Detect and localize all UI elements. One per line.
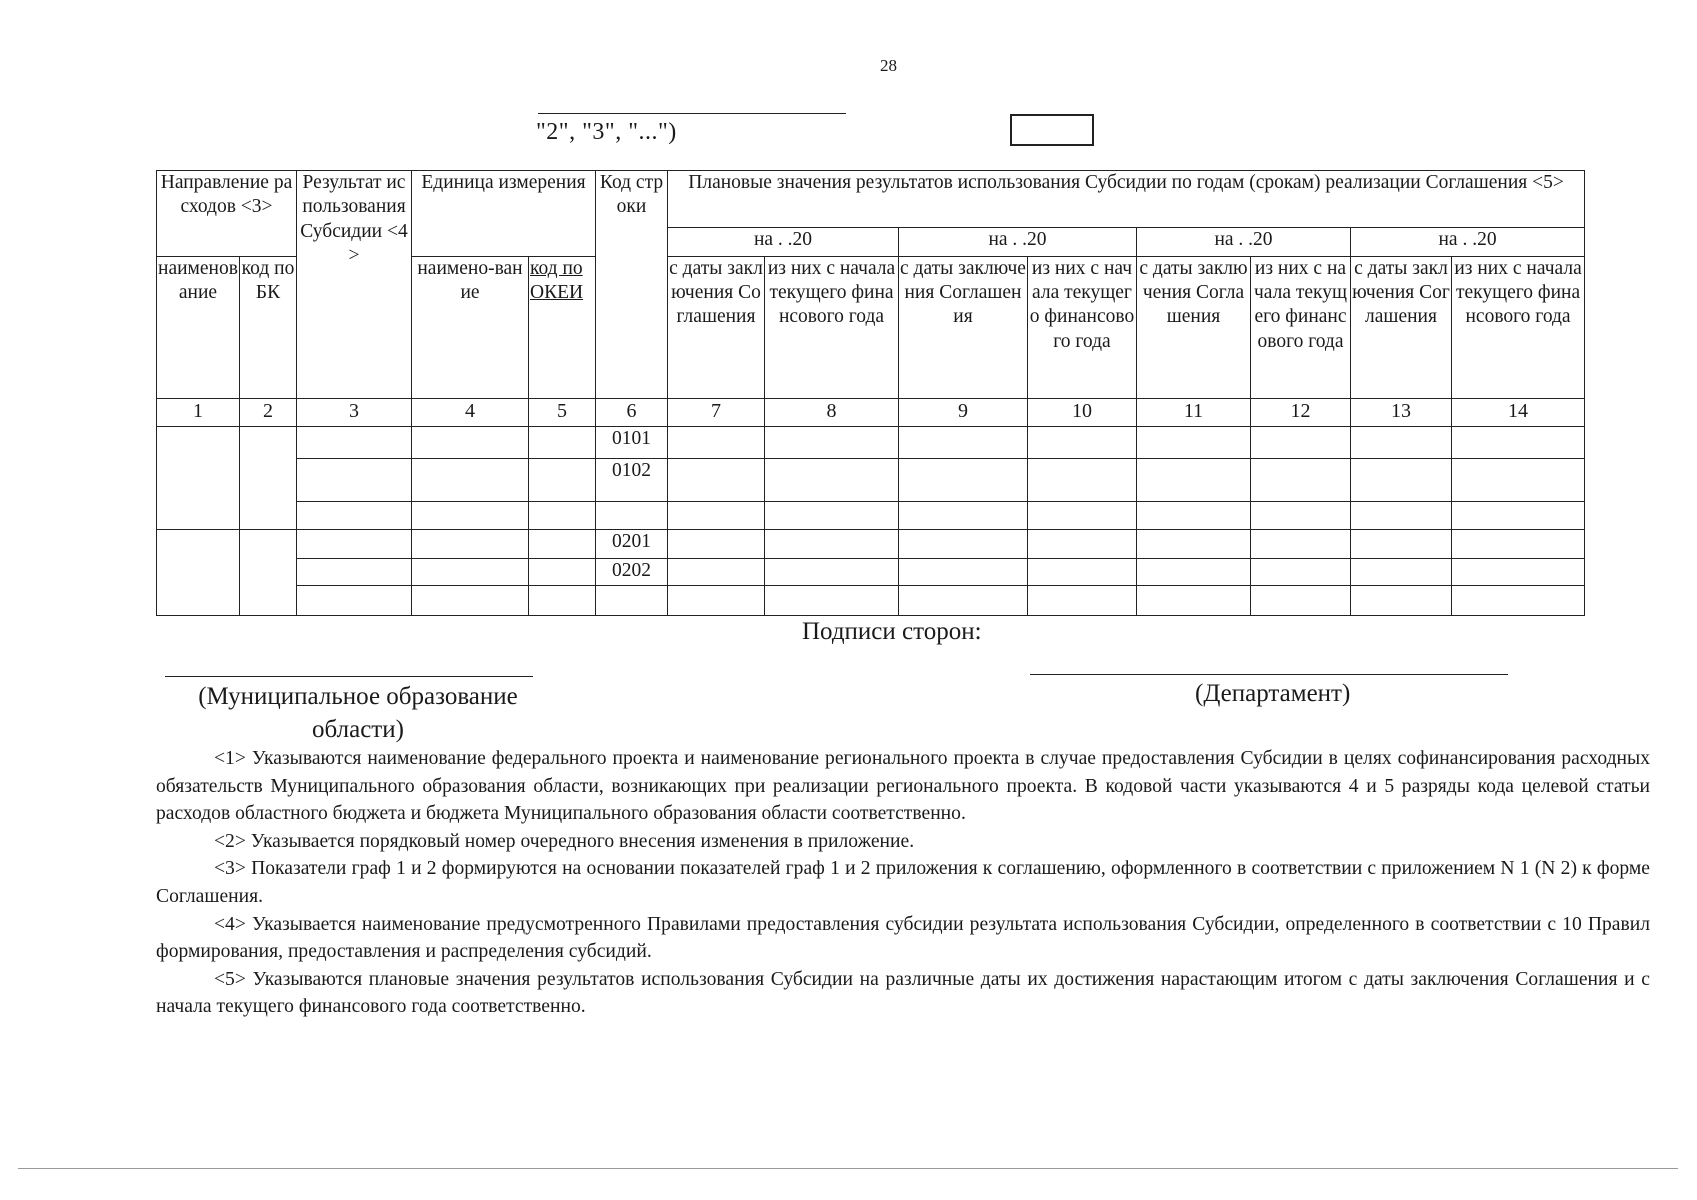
col-number: 8	[765, 398, 899, 427]
cell-empty	[529, 427, 596, 459]
table-row	[157, 558, 1585, 586]
table-row	[157, 501, 1585, 530]
header-unit: Единица измерения	[412, 171, 596, 257]
header-underline	[538, 113, 846, 114]
cell-empty	[297, 427, 412, 459]
col-number: 1	[157, 398, 240, 427]
cell-empty	[240, 427, 297, 530]
footnotes	[156, 745, 1650, 1021]
sub-from-agreement-1: с даты заключения Соглашения	[668, 256, 765, 398]
col-number: 13	[1351, 398, 1452, 427]
col-number: 6	[596, 398, 668, 427]
header-empty-box	[1010, 114, 1094, 146]
header-direction: Направление расходов <3>	[157, 171, 297, 257]
col-number: 2	[240, 398, 297, 427]
sub-from-year-4: из них с начала текущего финансового года	[1452, 256, 1585, 398]
signature-municipality: (Муниципальное образование области)	[198, 683, 518, 743]
table-row	[157, 458, 1585, 501]
header-result: Результат использования Субсидии <4>	[297, 171, 412, 399]
col-number: 9	[899, 398, 1028, 427]
sub-from-year-3: из них с начала текущего финансового года	[1251, 256, 1351, 398]
row-code	[596, 586, 668, 616]
row-code: 0101	[596, 427, 668, 459]
plan-values-table	[156, 170, 1585, 616]
signature-line-right	[1030, 674, 1508, 675]
signature-department: (Департамент)	[1195, 680, 1351, 707]
period-3: на . .20	[1137, 228, 1351, 257]
sub-from-year-1: из них с начала текущего финансового года	[765, 256, 899, 398]
footnote: <5> Указываются плановые значения результатов использования Субсидии на различные даты их достижения нарастающим итогом с даты заключения Соглашения и с начала текущего финансового года соответственно.	[156, 968, 1650, 1018]
footnote: <3> Показатели граф 1 и 2 формируются на основании показателей граф 1 и 2 приложения к соглашению, оформленного в соответствии с приложением N 1 (N 2) к форме Соглашения.	[156, 858, 1650, 907]
row-code	[596, 501, 668, 530]
cell-empty	[412, 427, 529, 459]
col-number: 3	[297, 398, 412, 427]
sub-from-agreement-2: с даты заключения Соглашения	[899, 256, 1028, 398]
signature-line-left	[165, 676, 533, 677]
col-number: 7	[668, 398, 765, 427]
sub-code-bk: код по БК	[240, 256, 297, 398]
col-number: 10	[1028, 398, 1137, 427]
row-code: 0201	[596, 530, 668, 559]
col-number: 4	[412, 398, 529, 427]
sub-from-agreement-3: с даты заключения Соглашения	[1137, 256, 1251, 398]
row-code: 0202	[596, 558, 668, 586]
sub-from-agreement-4: с даты заключения Соглашения	[1351, 256, 1452, 398]
sub-from-year-2: из них с начала текущего финансового года	[1028, 256, 1137, 398]
sub-name: наименование	[157, 256, 240, 398]
sub-okei: код по ОКЕИ	[529, 256, 596, 398]
header-line-code: Код строки	[596, 171, 668, 399]
page-number: 28	[880, 56, 897, 75]
period-2: на . .20	[899, 228, 1137, 257]
footnote: <2> Указывается порядковый номер очередного внесения изменения в приложение.	[214, 830, 915, 852]
col-number: 11	[1137, 398, 1251, 427]
row-code: 0102	[596, 458, 668, 501]
table-row	[157, 427, 1585, 459]
cell-empty	[157, 427, 240, 530]
page-bottom-rule	[18, 1168, 1678, 1169]
header-plan-values: Плановые значения результатов использования Субсидии по годам (срокам) реализации Соглашения <5>	[668, 171, 1585, 228]
col-number: 12	[1251, 398, 1351, 427]
footnote: <4> Указывается наименование предусмотренного Правилами предоставления субсидии результата использования Субсидии, определенного в соответствии с 10 Правил формирования, предоставления и распределения субсидий.	[156, 913, 1650, 963]
col-number: 14	[1452, 398, 1585, 427]
table-row	[157, 586, 1585, 616]
col-number: 5	[529, 398, 596, 427]
period-1: на . .20	[668, 228, 899, 257]
header-note: "2", "3", "...")	[536, 119, 677, 145]
footnote: <1> Указываются наименование федерального проекта и наименование регионального проекта в случае предоставления Субсидии в целях софинансирования расходных обязательств Муниципального образования области, возникающих при реализации регионального проекта. В кодовой части указываются 4 и 5 разряды кода целевой статьи расходов областного бюджета и бюджета Муниципального образования области соответственно.	[156, 748, 1650, 825]
table-row	[157, 530, 1585, 559]
signatures-title: Подписи сторон:	[802, 618, 982, 645]
sub-unit-name: наимено-вание	[412, 256, 529, 398]
period-4: на . .20	[1351, 228, 1585, 257]
